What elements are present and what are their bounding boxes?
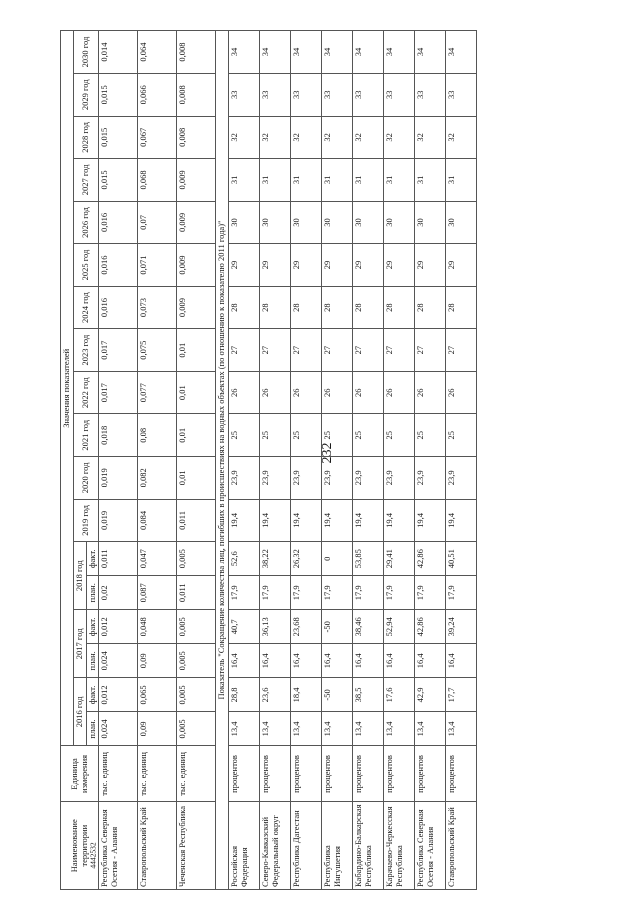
value-cell: 40,7 bbox=[229, 610, 260, 644]
header-2016: 2016 год bbox=[73, 678, 86, 746]
value-cell: 23,68 bbox=[291, 610, 322, 644]
header-2024: 2024 год bbox=[73, 286, 99, 329]
value-cell: 0,024 bbox=[99, 644, 138, 678]
value-cell: 27 bbox=[353, 329, 384, 372]
value-cell: 33 bbox=[291, 74, 322, 117]
value-cell: 29 bbox=[229, 244, 260, 287]
value-cell: 40,51 bbox=[446, 542, 477, 576]
value-cell: 16,4 bbox=[260, 644, 291, 678]
value-cell: 25 bbox=[322, 414, 353, 457]
table-row bbox=[99, 31, 138, 890]
value-cell: 25 bbox=[291, 414, 322, 457]
value-cell: 0,014 bbox=[99, 31, 138, 74]
value-cell: 31 bbox=[229, 159, 260, 202]
territory-cell: Карачаево-Черкесская Республика bbox=[384, 802, 415, 890]
value-cell: 26 bbox=[291, 371, 322, 414]
value-cell: 0,01 bbox=[177, 414, 216, 457]
value-cell: 0,084 bbox=[138, 499, 177, 542]
value-cell: 32 bbox=[229, 116, 260, 159]
value-cell: 0,008 bbox=[177, 74, 216, 117]
territory-cell: Республика Ингушетия bbox=[322, 802, 353, 890]
value-cell: 0,018 bbox=[99, 414, 138, 457]
value-cell: 30 bbox=[446, 201, 477, 244]
value-cell: 32 bbox=[260, 116, 291, 159]
value-cell: 31 bbox=[353, 159, 384, 202]
value-cell: 29 bbox=[446, 244, 477, 287]
value-cell: 52,6 bbox=[229, 542, 260, 576]
indicator-title: Показатель "Сокращение количества лиц, погибших в происшествиях на водных объектах (по отношению к показателю 2011 года)" bbox=[216, 31, 229, 890]
value-cell: 36,13 bbox=[260, 610, 291, 644]
value-cell: 13,4 bbox=[291, 712, 322, 746]
territory-cell: Кабардино-Балкарская Республика bbox=[353, 802, 384, 890]
header-plan: план. bbox=[86, 712, 99, 746]
value-cell: 25 bbox=[384, 414, 415, 457]
header-fact: факт. bbox=[86, 678, 99, 712]
header-2026: 2026 год bbox=[73, 201, 99, 244]
value-cell: 0,082 bbox=[138, 457, 177, 500]
value-cell: 27 bbox=[260, 329, 291, 372]
unit-cell: тыс. единиц bbox=[177, 746, 216, 802]
value-cell: 0,073 bbox=[138, 286, 177, 329]
header-2020: 2020 год bbox=[73, 457, 99, 500]
value-cell: 0,065 bbox=[138, 678, 177, 712]
value-cell: 32 bbox=[353, 116, 384, 159]
value-cell: 29 bbox=[384, 244, 415, 287]
value-cell: 27 bbox=[229, 329, 260, 372]
header-2021: 2021 год bbox=[73, 414, 99, 457]
value-cell: 0,09 bbox=[138, 712, 177, 746]
value-cell: 17,9 bbox=[353, 576, 384, 610]
value-cell: 28 bbox=[353, 286, 384, 329]
value-cell: 0,048 bbox=[138, 610, 177, 644]
value-cell: 19,4 bbox=[229, 499, 260, 542]
value-cell: 0,024 bbox=[99, 712, 138, 746]
value-cell: 17,9 bbox=[446, 576, 477, 610]
value-cell: 16,4 bbox=[229, 644, 260, 678]
value-cell: 17,6 bbox=[384, 678, 415, 712]
value-cell: 25 bbox=[353, 414, 384, 457]
value-cell: 27 bbox=[322, 329, 353, 372]
value-cell: 0,01 bbox=[177, 329, 216, 372]
value-cell: 19,4 bbox=[384, 499, 415, 542]
value-cell: 31 bbox=[384, 159, 415, 202]
indicator-row-group bbox=[216, 31, 229, 890]
table-row bbox=[291, 31, 322, 890]
value-cell: 38,5 bbox=[353, 678, 384, 712]
value-cell: 33 bbox=[322, 74, 353, 117]
value-cell: 29,41 bbox=[384, 542, 415, 576]
value-cell: 13,4 bbox=[229, 712, 260, 746]
value-cell: 16,4 bbox=[384, 644, 415, 678]
territory-cell: Республика Северная Осетия - Алания bbox=[99, 802, 138, 890]
value-cell: 29 bbox=[415, 244, 446, 287]
value-cell: 30 bbox=[260, 201, 291, 244]
value-cell: 25 bbox=[229, 414, 260, 457]
value-cell: 27 bbox=[415, 329, 446, 372]
value-cell: 39,24 bbox=[446, 610, 477, 644]
header-2017: 2017 год bbox=[73, 610, 86, 678]
value-cell: 32 bbox=[384, 116, 415, 159]
table-row bbox=[260, 31, 291, 890]
territory-cell: Республика Северная Осетия - Алания bbox=[415, 802, 446, 890]
value-cell: 17,7 bbox=[446, 678, 477, 712]
value-cell: 17,9 bbox=[322, 576, 353, 610]
value-cell: 33 bbox=[446, 74, 477, 117]
value-cell: 13,4 bbox=[446, 712, 477, 746]
value-cell: 0,01 bbox=[177, 457, 216, 500]
page-number: 232 bbox=[320, 442, 335, 464]
value-cell: 28 bbox=[384, 286, 415, 329]
value-cell: 0,016 bbox=[99, 201, 138, 244]
value-cell: 0,012 bbox=[99, 678, 138, 712]
value-cell: 0,019 bbox=[99, 457, 138, 500]
value-cell: 0,015 bbox=[99, 159, 138, 202]
value-cell: 0 bbox=[322, 542, 353, 576]
value-cell: 0,087 bbox=[138, 576, 177, 610]
value-cell: 34 bbox=[384, 31, 415, 74]
table-row bbox=[177, 31, 216, 890]
value-cell: 13,4 bbox=[415, 712, 446, 746]
value-cell: 42,86 bbox=[415, 542, 446, 576]
header-2023: 2023 год bbox=[73, 329, 99, 372]
value-cell: 42,9 bbox=[415, 678, 446, 712]
value-cell: 30 bbox=[322, 201, 353, 244]
value-cell: 28 bbox=[322, 286, 353, 329]
header-2018: 2018 год bbox=[73, 542, 86, 610]
value-cell: 42,86 bbox=[415, 610, 446, 644]
value-cell: 0,066 bbox=[138, 74, 177, 117]
value-cell: 31 bbox=[322, 159, 353, 202]
value-cell: 0,015 bbox=[99, 74, 138, 117]
value-cell: 19,4 bbox=[353, 499, 384, 542]
table-row bbox=[138, 31, 177, 890]
value-cell: 0,02 bbox=[99, 576, 138, 610]
value-cell: 26 bbox=[260, 371, 291, 414]
value-cell: 0,067 bbox=[138, 116, 177, 159]
value-cell: 29 bbox=[260, 244, 291, 287]
territory-cell: Ставропольский Край bbox=[446, 802, 477, 890]
value-cell: 32 bbox=[291, 116, 322, 159]
value-cell: 33 bbox=[229, 74, 260, 117]
value-cell: 0,009 bbox=[177, 201, 216, 244]
territory-cell: Северо-Кавказский Федеральный округ bbox=[260, 802, 291, 890]
value-cell: 23,9 bbox=[229, 457, 260, 500]
header-unit: Единица измерения bbox=[61, 746, 99, 802]
header-values-group: Значения показателей bbox=[61, 31, 74, 746]
value-cell: 52,94 bbox=[384, 610, 415, 644]
value-cell: 0,01 bbox=[177, 371, 216, 414]
value-cell: 19,4 bbox=[291, 499, 322, 542]
value-cell: 30 bbox=[384, 201, 415, 244]
value-cell: 27 bbox=[291, 329, 322, 372]
value-cell: 0,019 bbox=[99, 499, 138, 542]
value-cell: 26 bbox=[446, 371, 477, 414]
territory-cell: Республика Дагестан bbox=[291, 802, 322, 890]
value-cell: 23,9 bbox=[291, 457, 322, 500]
value-cell: 31 bbox=[446, 159, 477, 202]
value-cell: 19,4 bbox=[322, 499, 353, 542]
value-cell: 31 bbox=[291, 159, 322, 202]
value-cell: 30 bbox=[415, 201, 446, 244]
value-cell: 25 bbox=[260, 414, 291, 457]
value-cell: 27 bbox=[384, 329, 415, 372]
value-cell: 16,4 bbox=[353, 644, 384, 678]
value-cell: 13,4 bbox=[353, 712, 384, 746]
value-cell: 26 bbox=[229, 371, 260, 414]
value-cell: 33 bbox=[415, 74, 446, 117]
document-id: 4442532 bbox=[88, 842, 98, 869]
unit-cell: процентов bbox=[353, 746, 384, 802]
value-cell: 31 bbox=[260, 159, 291, 202]
value-cell: 38,22 bbox=[260, 542, 291, 576]
value-cell: 0,075 bbox=[138, 329, 177, 372]
value-cell: 0,005 bbox=[177, 678, 216, 712]
value-cell: 16,4 bbox=[291, 644, 322, 678]
value-cell: 29 bbox=[291, 244, 322, 287]
value-cell: -50 bbox=[322, 610, 353, 644]
value-cell: 13,4 bbox=[322, 712, 353, 746]
table-body-bottom bbox=[229, 31, 477, 890]
value-cell: 33 bbox=[353, 74, 384, 117]
value-cell: 0,017 bbox=[99, 371, 138, 414]
value-cell: 38,46 bbox=[353, 610, 384, 644]
table-row bbox=[415, 31, 446, 890]
unit-cell: тыс. единиц bbox=[99, 746, 138, 802]
value-cell: 0,09 bbox=[138, 644, 177, 678]
header-territory: Наименование территории bbox=[61, 802, 99, 890]
value-cell: 17,9 bbox=[229, 576, 260, 610]
unit-cell: процентов bbox=[229, 746, 260, 802]
value-cell: 28,8 bbox=[229, 678, 260, 712]
unit-cell: тыс. единиц bbox=[138, 746, 177, 802]
value-cell: 29 bbox=[353, 244, 384, 287]
value-cell: 0,016 bbox=[99, 286, 138, 329]
value-cell: 28 bbox=[260, 286, 291, 329]
value-cell: 18,4 bbox=[291, 678, 322, 712]
value-cell: 16,4 bbox=[322, 644, 353, 678]
value-cell: 23,9 bbox=[322, 457, 353, 500]
value-cell: 23,9 bbox=[260, 457, 291, 500]
value-cell: 32 bbox=[446, 116, 477, 159]
value-cell: 0,068 bbox=[138, 159, 177, 202]
value-cell: 30 bbox=[229, 201, 260, 244]
value-cell: 0,011 bbox=[177, 576, 216, 610]
value-cell: 33 bbox=[260, 74, 291, 117]
table-body-top bbox=[99, 31, 216, 890]
value-cell: -50 bbox=[322, 678, 353, 712]
value-cell: 0,064 bbox=[138, 31, 177, 74]
value-cell: 30 bbox=[353, 201, 384, 244]
value-cell: 27 bbox=[446, 329, 477, 372]
header-plan: план. bbox=[86, 644, 99, 678]
unit-cell: процентов bbox=[415, 746, 446, 802]
value-cell: 0,005 bbox=[177, 610, 216, 644]
value-cell: 23,9 bbox=[384, 457, 415, 500]
value-cell: 0,005 bbox=[177, 542, 216, 576]
value-cell: 28 bbox=[291, 286, 322, 329]
value-cell: 23,9 bbox=[353, 457, 384, 500]
value-cell: 16,4 bbox=[415, 644, 446, 678]
value-cell: 32 bbox=[415, 116, 446, 159]
value-cell: 25 bbox=[446, 414, 477, 457]
unit-cell: процентов bbox=[446, 746, 477, 802]
header-2027: 2027 год bbox=[73, 159, 99, 202]
value-cell: 17,9 bbox=[291, 576, 322, 610]
value-cell: 0,015 bbox=[99, 116, 138, 159]
value-cell: 0,011 bbox=[177, 499, 216, 542]
header-fact: факт. bbox=[86, 542, 99, 576]
value-cell: 13,4 bbox=[384, 712, 415, 746]
value-cell: 0,016 bbox=[99, 244, 138, 287]
header-2019: 2019 год bbox=[73, 499, 99, 542]
value-cell: 28 bbox=[415, 286, 446, 329]
table-row bbox=[353, 31, 384, 890]
territory-cell: Ставропольский Край bbox=[138, 802, 177, 890]
header-2028: 2028 год bbox=[73, 116, 99, 159]
table-row bbox=[229, 31, 260, 890]
header-2022: 2022 год bbox=[73, 371, 99, 414]
header-2030: 2030 год bbox=[73, 31, 99, 74]
value-cell: 0,07 bbox=[138, 201, 177, 244]
value-cell: 13,4 bbox=[260, 712, 291, 746]
value-cell: 19,4 bbox=[260, 499, 291, 542]
header-2029: 2029 год bbox=[73, 74, 99, 117]
value-cell: 0,009 bbox=[177, 244, 216, 287]
header-plan: план. bbox=[86, 576, 99, 610]
value-cell: 26 bbox=[384, 371, 415, 414]
table-row bbox=[446, 31, 477, 890]
value-cell: 17,9 bbox=[260, 576, 291, 610]
value-cell: 26 bbox=[415, 371, 446, 414]
value-cell: 32 bbox=[322, 116, 353, 159]
rotated-table-wrapper bbox=[60, 30, 520, 890]
value-cell: 0,012 bbox=[99, 610, 138, 644]
value-cell: 0,008 bbox=[177, 31, 216, 74]
value-cell: 26 bbox=[353, 371, 384, 414]
table-row bbox=[384, 31, 415, 890]
value-cell: 0,047 bbox=[138, 542, 177, 576]
value-cell: 0,011 bbox=[99, 542, 138, 576]
header-2025: 2025 год bbox=[73, 244, 99, 287]
value-cell: 34 bbox=[229, 31, 260, 74]
unit-cell: процентов bbox=[260, 746, 291, 802]
value-cell: 26,32 bbox=[291, 542, 322, 576]
value-cell: 0,008 bbox=[177, 116, 216, 159]
unit-cell: процентов bbox=[322, 746, 353, 802]
value-cell: 29 bbox=[322, 244, 353, 287]
value-cell: 23,9 bbox=[415, 457, 446, 500]
unit-cell: процентов bbox=[384, 746, 415, 802]
value-cell: 34 bbox=[446, 31, 477, 74]
table-row bbox=[322, 31, 353, 890]
territory-cell: Чеченская Республика bbox=[177, 802, 216, 890]
header-fact: факт. bbox=[86, 610, 99, 644]
territory-cell: Российская Федерация bbox=[229, 802, 260, 890]
value-cell: 19,4 bbox=[415, 499, 446, 542]
value-cell: 0,071 bbox=[138, 244, 177, 287]
value-cell: 53,85 bbox=[353, 542, 384, 576]
value-cell: 34 bbox=[415, 31, 446, 74]
indicators-table bbox=[60, 30, 477, 890]
value-cell: 17,9 bbox=[415, 576, 446, 610]
value-cell: 0,077 bbox=[138, 371, 177, 414]
value-cell: 0,009 bbox=[177, 286, 216, 329]
value-cell: 34 bbox=[260, 31, 291, 74]
value-cell: 25 bbox=[415, 414, 446, 457]
value-cell: 0,005 bbox=[177, 644, 216, 678]
value-cell: 34 bbox=[353, 31, 384, 74]
value-cell: 30 bbox=[291, 201, 322, 244]
value-cell: 0,005 bbox=[177, 712, 216, 746]
value-cell: 28 bbox=[446, 286, 477, 329]
value-cell: 0,08 bbox=[138, 414, 177, 457]
value-cell: 23,6 bbox=[260, 678, 291, 712]
value-cell: 26 bbox=[322, 371, 353, 414]
value-cell: 0,009 bbox=[177, 159, 216, 202]
unit-cell: процентов bbox=[291, 746, 322, 802]
value-cell: 33 bbox=[384, 74, 415, 117]
value-cell: 34 bbox=[291, 31, 322, 74]
value-cell: 16,4 bbox=[446, 644, 477, 678]
value-cell: 28 bbox=[229, 286, 260, 329]
value-cell: 0,017 bbox=[99, 329, 138, 372]
value-cell: 34 bbox=[322, 31, 353, 74]
value-cell: 17,9 bbox=[384, 576, 415, 610]
value-cell: 23,9 bbox=[446, 457, 477, 500]
value-cell: 19,4 bbox=[446, 499, 477, 542]
value-cell: 31 bbox=[415, 159, 446, 202]
